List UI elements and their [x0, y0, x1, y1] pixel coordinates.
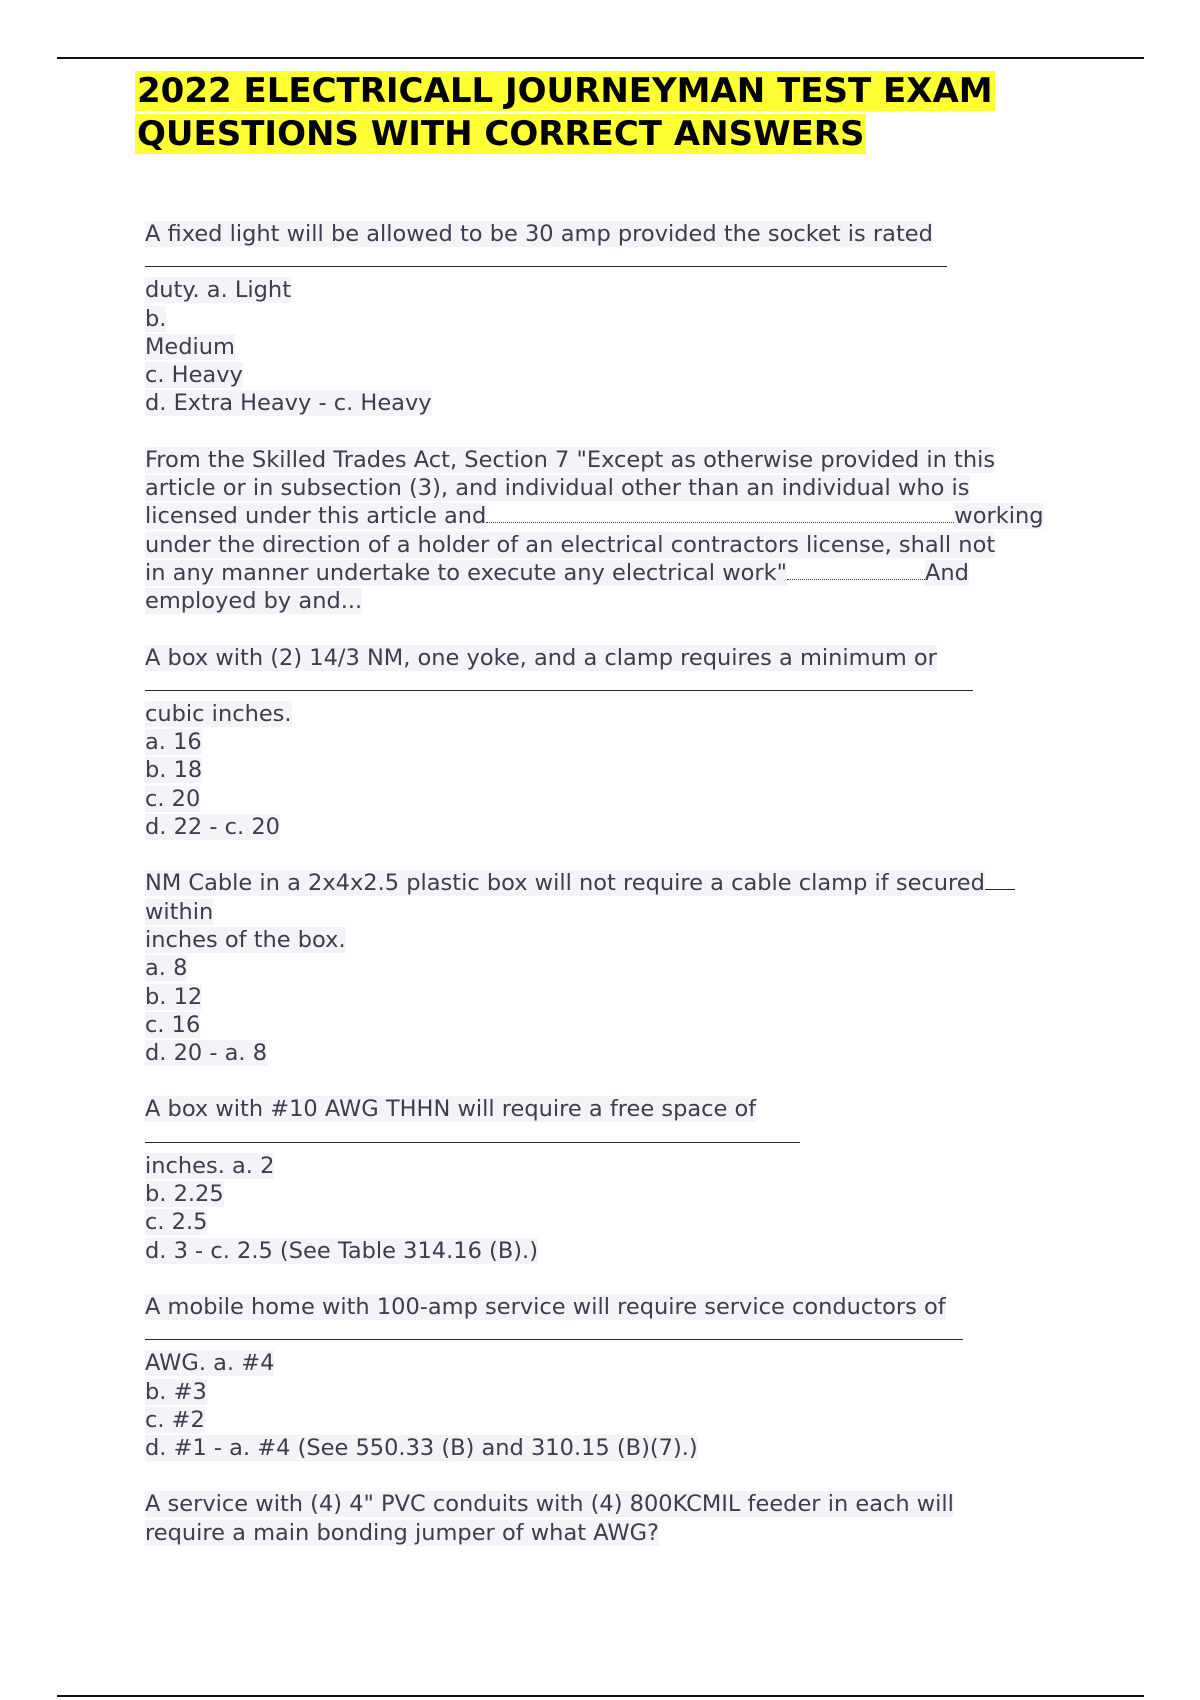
question-line: inches of the box. — [145, 926, 346, 953]
question-stem: A box with (2) 14/3 NM, one yoke, and a clamp requires a minimum or — [145, 644, 937, 671]
bottom-rule — [57, 1695, 1144, 1697]
answer-blank — [985, 871, 1015, 890]
question-line: a. 8 — [145, 955, 188, 982]
question-line: in any manner undertake to execute any electrical work" — [145, 559, 787, 586]
question-line: employed by and... — [145, 588, 363, 615]
question-line: d. 20 - a. 8 — [145, 1040, 268, 1067]
question-line: require a main bonding jumper of what AWG? — [145, 1519, 659, 1546]
question-7 — [145, 1490, 1085, 1547]
question-line: d. 3 - c. 2.5 (See Table 314.16 (B).) — [145, 1237, 538, 1264]
dotted-blank — [486, 504, 954, 523]
question-4 — [145, 869, 1085, 1067]
title-line-2: QUESTIONS WITH CORRECT ANSWERS — [137, 114, 865, 154]
question-line: b. 18 — [145, 757, 203, 784]
question-line: cubic inches. — [145, 700, 292, 727]
question-line: From the Skilled Trades Act, Section 7 "Except as otherwise provided in this — [145, 446, 996, 473]
top-rule — [57, 57, 1144, 59]
question-line: inches. a. 2 — [145, 1152, 275, 1179]
question-line: within — [145, 898, 214, 925]
question-stem: A fixed light will be allowed to be 30 amp provided the socket is rated — [145, 221, 933, 247]
title-line-1: 2022 ELECTRICALL JOURNEYMAN TEST EXAM — [137, 71, 993, 111]
question-line: c. 20 — [145, 785, 201, 812]
question-line: b. 12 — [145, 983, 203, 1010]
question-line: d. #1 - a. #4 (See 550.33 (B) and 310.15 (B)(7).) — [145, 1435, 698, 1462]
question-line: d. Extra Heavy - c. Heavy — [145, 390, 432, 417]
question-3 — [145, 644, 1085, 842]
question-line: under the direction of a holder of an electrical contractors license, shall not — [145, 531, 996, 558]
question-2 — [145, 446, 1085, 616]
question-line: d. 22 - c. 20 — [145, 814, 280, 841]
question-6 — [145, 1293, 1085, 1462]
answer-blank — [145, 248, 1085, 276]
question-line: b. — [145, 305, 167, 332]
question-stem: A mobile home with 100-amp service will require service conductors of — [145, 1293, 946, 1320]
question-line: article or in subsection (3), and individual other than an individual who is — [145, 475, 970, 502]
question-line: A service with (4) 4" PVC conduits with (4) 800KCMIL feeder in each will — [145, 1491, 954, 1518]
question-line: duty. a. Light — [145, 277, 292, 304]
question-line: c. 16 — [145, 1011, 201, 1038]
question-line: b. #3 — [145, 1378, 207, 1405]
question-line: a. 16 — [145, 729, 202, 756]
question-5 — [145, 1095, 1085, 1264]
question-line: c. #2 — [145, 1406, 205, 1433]
question-1 — [145, 220, 1085, 418]
answer-blank — [145, 1321, 1085, 1349]
question-stem: A box with #10 AWG THHN will require a free space of — [145, 1096, 757, 1123]
question-line: b. 2.25 — [145, 1181, 224, 1208]
question-line: working — [954, 503, 1044, 530]
answer-blank — [145, 1124, 1085, 1152]
question-line: c. 2.5 — [145, 1209, 208, 1236]
question-line: And — [925, 559, 969, 586]
question-line: AWG. a. #4 — [145, 1350, 275, 1377]
answer-blank — [145, 672, 1085, 700]
question-line: c. Heavy — [145, 362, 243, 389]
document-title — [135, 70, 995, 156]
question-list — [145, 220, 1085, 1575]
question-line: licensed under this article and — [145, 503, 487, 530]
question-line: Medium — [145, 333, 235, 360]
question-stem: NM Cable in a 2x4x2.5 plastic box will not require a cable clamp if secured — [145, 870, 985, 897]
dotted-blank — [787, 561, 925, 580]
